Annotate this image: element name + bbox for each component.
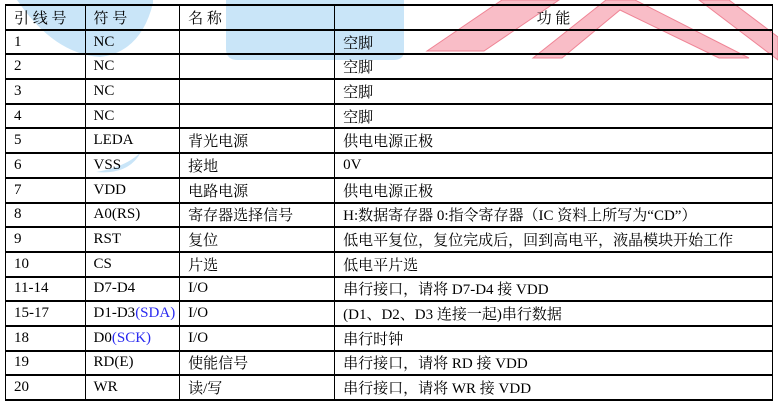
symbol-cell: A0(RS) <box>85 203 180 228</box>
name-cell: I/O <box>180 301 335 326</box>
table-row <box>6 153 773 178</box>
table-row <box>6 79 773 104</box>
header-pin: 引 线 号 <box>6 5 86 30</box>
symbol-text: D0 <box>93 329 112 346</box>
name-cell: 复位 <box>180 227 335 252</box>
pin-cell: 8 <box>6 203 86 228</box>
name-cell: 寄存器选择信号 <box>180 203 335 228</box>
name-cell <box>180 30 335 55</box>
pin-cell: 15-17 <box>6 301 86 326</box>
func-cell: 空脚 <box>335 30 773 55</box>
name-cell <box>180 79 335 104</box>
name-cell: I/O <box>180 277 335 302</box>
name-cell <box>180 104 335 129</box>
table-row <box>6 252 773 277</box>
table-row <box>6 375 773 400</box>
name-cell: 读/写 <box>180 375 335 400</box>
table-row <box>6 277 773 302</box>
func-cell: 空脚 <box>335 54 773 79</box>
func-cell: 串行接口，请将 WR 接 VDD <box>335 375 773 400</box>
symbol-cell: CS <box>85 252 180 277</box>
table-row <box>6 54 773 79</box>
func-cell: 低电平复位，复位完成后，回到高电平，液晶模块开始工作 <box>335 227 773 252</box>
header-row <box>6 5 773 30</box>
pin-cell: 20 <box>6 375 86 400</box>
symbol-alt-text: (SCK) <box>111 329 152 346</box>
symbol-cell: VSS <box>85 153 180 178</box>
symbol-cell: NC <box>85 104 180 129</box>
pin-cell: 4 <box>6 104 86 129</box>
func-cell: 0V <box>335 153 773 178</box>
symbol-cell <box>85 301 180 326</box>
symbol-cell: RST <box>85 227 180 252</box>
table-row <box>6 301 773 326</box>
table-row <box>6 227 773 252</box>
name-cell <box>180 54 335 79</box>
table-row <box>6 104 773 129</box>
symbol-cell: RD(E) <box>85 351 180 376</box>
name-cell: 接地 <box>180 153 335 178</box>
table-row <box>6 203 773 228</box>
pin-function-table <box>5 4 773 401</box>
table-row <box>6 30 773 55</box>
table-row <box>6 178 773 203</box>
name-cell: 使能信号 <box>180 351 335 376</box>
symbol-text: D1-D3 <box>93 305 136 322</box>
func-cell: 空脚 <box>335 79 773 104</box>
func-cell: 串行时钟 <box>335 326 773 351</box>
pin-cell: 3 <box>6 79 86 104</box>
symbol-cell: WR <box>85 375 180 400</box>
table-row <box>6 326 773 351</box>
func-cell: 供电电源正极 <box>335 178 773 203</box>
pin-cell: 9 <box>6 227 86 252</box>
pin-cell: 11-14 <box>6 277 86 302</box>
symbol-cell: VDD <box>85 178 180 203</box>
pin-cell: 7 <box>6 178 86 203</box>
symbol-cell: NC <box>85 54 180 79</box>
pin-cell: 19 <box>6 351 86 376</box>
func-cell: (D1、D2、D3 连接一起)串行数据 <box>335 301 773 326</box>
table-row <box>6 128 773 153</box>
name-cell: 片选 <box>180 252 335 277</box>
name-cell: 背光电源 <box>180 128 335 153</box>
symbol-cell: NC <box>85 30 180 55</box>
header-name: 名 称 <box>180 5 335 30</box>
pin-cell: 1 <box>6 30 86 55</box>
symbol-cell: LEDA <box>85 128 180 153</box>
func-cell: 串行接口，请将 D7-D4 接 VDD <box>335 277 773 302</box>
symbol-cell: NC <box>85 79 180 104</box>
name-cell: I/O <box>180 326 335 351</box>
func-cell: 串行接口，请将 RD 接 VDD <box>335 351 773 376</box>
symbol-alt-text: (SDA) <box>135 305 176 322</box>
header-func: 功 能 <box>335 5 773 30</box>
func-cell: 空脚 <box>335 104 773 129</box>
name-cell: 电路电源 <box>180 178 335 203</box>
func-cell: 低电平片选 <box>335 252 773 277</box>
pin-cell: 6 <box>6 153 86 178</box>
table-row <box>6 351 773 376</box>
pin-cell: 2 <box>6 54 86 79</box>
pin-cell: 5 <box>6 128 86 153</box>
func-cell: 供电电源正极 <box>335 128 773 153</box>
func-cell: H:数据寄存器 0:指令寄存器（IC 资料上所写为“CD”） <box>335 203 773 228</box>
header-symbol: 符 号 <box>85 5 180 30</box>
pin-cell: 10 <box>6 252 86 277</box>
symbol-cell <box>85 326 180 351</box>
pin-cell: 18 <box>6 326 86 351</box>
symbol-cell: D7-D4 <box>85 277 180 302</box>
